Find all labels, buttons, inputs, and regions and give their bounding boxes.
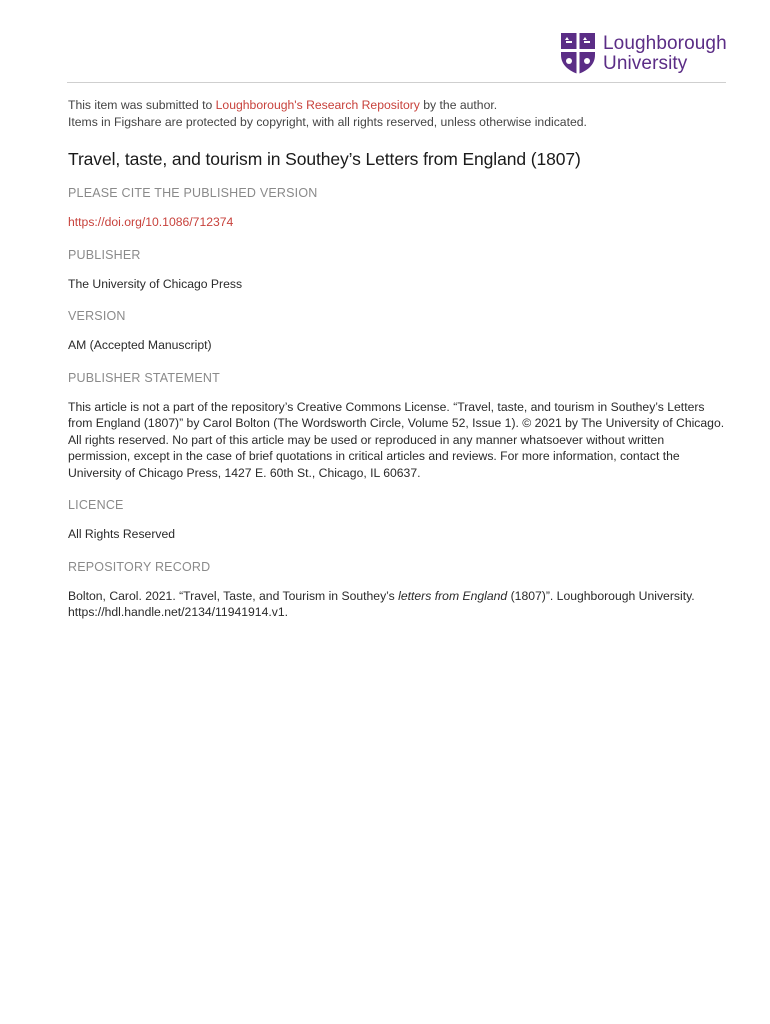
publisher-label: PUBLISHER: [68, 247, 141, 262]
repository-link[interactable]: Loughborough's Research Repository: [215, 98, 420, 112]
licence-label: LICENCE: [68, 498, 124, 512]
notice-line-1: [68, 97, 728, 114]
repository-record-label: REPOSITORY RECORD: [68, 559, 211, 574]
record-suffix: (1807)”. Loughborough University. https://hdl.handle.net/2134/11941914.v1.: [68, 588, 695, 619]
publisher-statement-label: PUBLISHER STATEMENT: [68, 370, 220, 385]
version-value: AM (Accepted Manuscript): [68, 338, 212, 352]
logo-line-2: University: [603, 52, 688, 74]
version-label: VERSION: [68, 309, 126, 323]
university-crest-icon: [561, 33, 595, 74]
header-divider: [67, 82, 726, 83]
notice-prefix: This item was submitted to: [68, 98, 216, 112]
record-prefix: Bolton, Carol. 2021. “Travel, Taste, and Tourism in Southey’s: [68, 588, 399, 603]
document-body: [68, 97, 728, 621]
publisher-statement-value: This article is not a part of the repository’s Creative Commons License. “Travel, taste, and tourism in Southey’s Letters from England (1807)” by Carol Bolton (The Wordsworth Circle, Volume 52, Issue 1). © 2021 by The University of Chicago. All rights reserved. No part of this article may be used or reproduced in any manner whatsoever without written permission, except in the case of brief quotations in critical articles and reviews. For more information, contact the University of Chicago Press, 1427 E. 60th St., Chicago, IL 60637.: [68, 399, 725, 480]
licence-value: All Rights Reserved: [68, 527, 176, 541]
university-logo: [561, 33, 727, 74]
publisher-value: The University of Chicago Press: [68, 276, 243, 291]
doi-link[interactable]: https://doi.org/10.1086/712374: [68, 215, 234, 229]
document-title: Travel, taste, and tourism in Southey’s Letters from England (1807): [68, 149, 581, 169]
logo-line-1: Loughborough: [603, 32, 727, 54]
notice-line-2: Items in Figshare are protected by copyright, with all rights reserved, unless otherwise indicated.: [68, 115, 587, 129]
notice-suffix: by the author.: [419, 98, 498, 112]
university-logo-text: [603, 34, 727, 74]
cite-label: PLEASE CITE THE PUBLISHED VERSION: [68, 186, 318, 200]
repository-notice: [68, 97, 728, 131]
repository-record-value: [68, 588, 728, 621]
record-italic-title: letters from England: [398, 588, 508, 603]
